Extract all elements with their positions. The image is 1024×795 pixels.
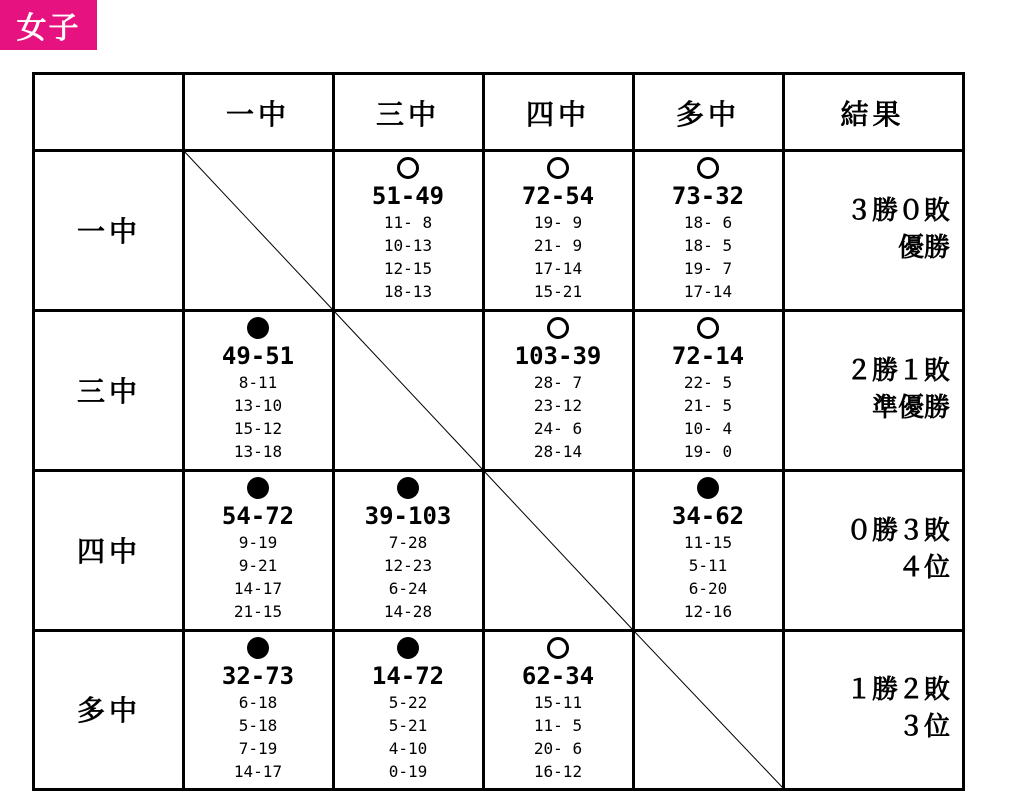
record-text: １勝２敗 — [845, 675, 950, 705]
column-header: 一中 — [225, 97, 290, 131]
period-score: 19- 9 — [533, 213, 583, 232]
period-score: 12-23 — [383, 556, 433, 575]
period-score: 14-17 — [233, 579, 283, 598]
period-score: 4-10 — [388, 739, 428, 758]
match-cell — [183, 470, 333, 630]
match-score: 32-73 — [221, 662, 295, 690]
match-score: 103-39 — [514, 342, 602, 370]
period-score: 5-11 — [688, 556, 728, 575]
match-score: 54-72 — [221, 502, 295, 530]
period-score: 9-19 — [238, 533, 278, 552]
period-score: 12-15 — [383, 259, 433, 278]
row-header: 四中 — [76, 535, 141, 568]
self-match-cell — [333, 310, 483, 470]
period-score: 9-21 — [238, 556, 278, 575]
period-score: 16-12 — [533, 762, 583, 781]
match-score: 62-34 — [521, 662, 595, 690]
match-score: 51-49 — [371, 182, 445, 210]
match-score: 49-51 — [221, 342, 295, 370]
win-circle-icon — [697, 157, 719, 179]
column-header: 四中 — [525, 97, 590, 131]
period-score: 5-18 — [238, 716, 278, 735]
period-score: 21- 5 — [683, 396, 733, 415]
self-match-cell — [483, 470, 633, 630]
period-score: 28- 7 — [533, 373, 583, 392]
period-score: 18- 5 — [683, 236, 733, 255]
match-score: 34-62 — [671, 502, 745, 530]
row-header: 三中 — [76, 375, 141, 408]
period-score: 18-13 — [383, 282, 433, 301]
period-score: 24- 6 — [533, 419, 583, 438]
period-score: 6-18 — [238, 693, 278, 712]
loss-dot-icon — [247, 637, 269, 659]
section-label: 女子 — [0, 0, 97, 50]
row-header: 多中 — [76, 694, 141, 727]
period-score: 17-14 — [533, 259, 583, 278]
period-score: 6-24 — [388, 579, 428, 598]
period-score: 28-14 — [533, 442, 583, 461]
record-text: ２勝１敗 — [845, 356, 950, 386]
match-cell — [633, 150, 783, 310]
match-cell — [183, 310, 333, 470]
record-text: ３勝０敗 — [845, 196, 950, 226]
period-score: 11- 5 — [533, 716, 583, 735]
period-score: 10-13 — [383, 236, 433, 255]
period-score: 10- 4 — [683, 419, 733, 438]
period-score: 5-21 — [388, 716, 428, 735]
period-score: 11- 8 — [383, 213, 433, 232]
match-score: 72-14 — [671, 342, 745, 370]
period-score: 7-28 — [388, 533, 428, 552]
results-table — [32, 72, 965, 791]
match-cell — [633, 310, 783, 470]
period-score: 13-18 — [233, 442, 283, 461]
loss-dot-icon — [397, 637, 419, 659]
loss-dot-icon — [397, 477, 419, 499]
period-score: 6-20 — [688, 579, 728, 598]
period-score: 21-15 — [233, 602, 283, 621]
rank-text: 優勝 — [897, 233, 950, 263]
row-header: 一中 — [76, 215, 141, 248]
win-circle-icon — [547, 157, 569, 179]
match-cell — [333, 630, 483, 788]
match-score: 39-103 — [364, 502, 452, 530]
win-circle-icon — [547, 317, 569, 339]
period-score: 15-21 — [533, 282, 583, 301]
match-score: 14-72 — [371, 662, 445, 690]
loss-dot-icon — [247, 477, 269, 499]
period-score: 12-16 — [683, 602, 733, 621]
result-cell — [783, 150, 962, 310]
rank-text: ３位 — [897, 712, 950, 742]
period-score: 18- 6 — [683, 213, 733, 232]
self-match-cell — [633, 630, 783, 788]
result-cell — [783, 630, 962, 788]
match-score: 72-54 — [521, 182, 595, 210]
match-cell — [633, 470, 783, 630]
match-cell — [333, 470, 483, 630]
period-score: 23-12 — [533, 396, 583, 415]
period-score: 8-11 — [238, 373, 278, 392]
period-score: 15-11 — [533, 693, 583, 712]
win-circle-icon — [397, 157, 419, 179]
win-circle-icon — [547, 637, 569, 659]
rank-text: 準優勝 — [871, 393, 950, 423]
period-score: 5-22 — [388, 693, 428, 712]
period-score: 15-12 — [233, 419, 283, 438]
period-score: 19- 7 — [683, 259, 733, 278]
match-score: 73-32 — [671, 182, 745, 210]
self-match-cell — [183, 150, 333, 310]
match-cell — [183, 630, 333, 788]
win-circle-icon — [697, 317, 719, 339]
period-score: 22- 5 — [683, 373, 733, 392]
result-cell — [783, 310, 962, 470]
period-score: 14-28 — [383, 602, 433, 621]
period-score: 20- 6 — [533, 739, 583, 758]
result-header: 結果 — [840, 97, 905, 131]
period-score: 14-17 — [233, 762, 283, 781]
column-header: 多中 — [675, 97, 740, 131]
match-cell — [483, 310, 633, 470]
period-score: 17-14 — [683, 282, 733, 301]
loss-dot-icon — [697, 477, 719, 499]
record-text: ０勝３敗 — [845, 516, 950, 546]
result-cell — [783, 470, 962, 630]
column-header: 三中 — [375, 97, 440, 131]
period-score: 19- 0 — [683, 442, 733, 461]
period-score: 11-15 — [683, 533, 733, 552]
match-cell — [483, 150, 633, 310]
match-cell — [483, 630, 633, 788]
period-score: 7-19 — [238, 739, 278, 758]
loss-dot-icon — [247, 317, 269, 339]
period-score: 13-10 — [233, 396, 283, 415]
period-score: 0-19 — [388, 762, 428, 781]
period-score: 21- 9 — [533, 236, 583, 255]
match-cell — [333, 150, 483, 310]
corner-cell — [35, 75, 183, 150]
rank-text: ４位 — [897, 553, 950, 583]
